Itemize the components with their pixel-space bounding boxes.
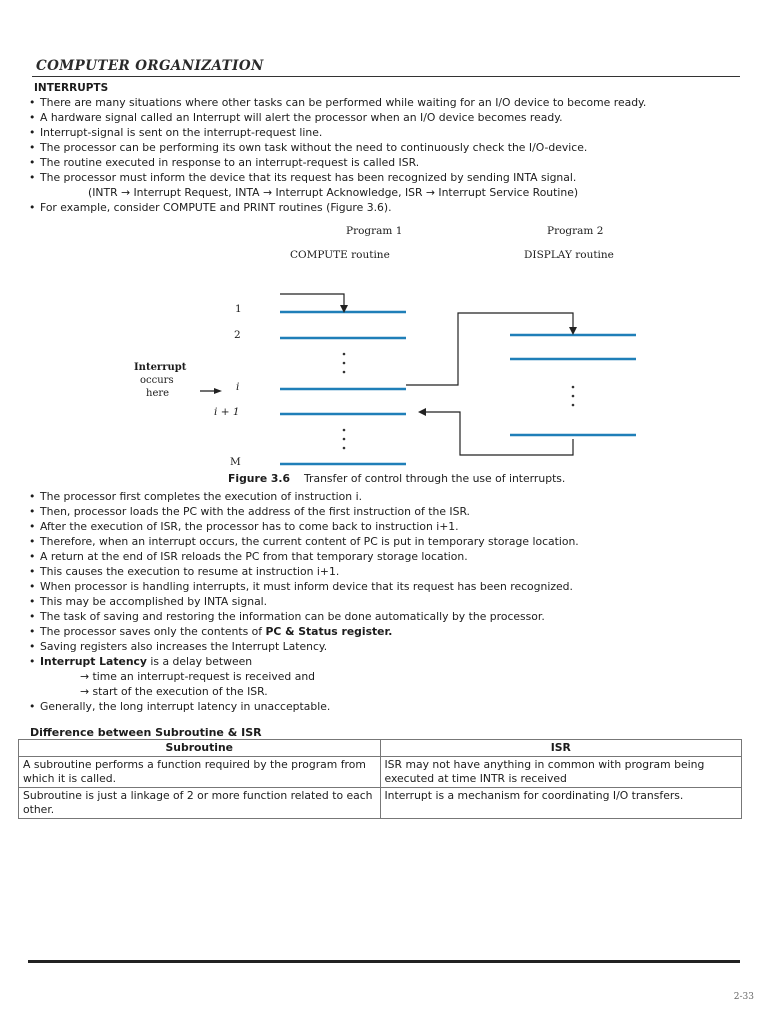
- interrupt-label-line-2: occurs: [140, 375, 174, 386]
- body-bullet: • A return at the end of ISR reloads the PC from that temporary storage location.: [28, 549, 740, 564]
- latency-definition: is a delay between: [146, 655, 253, 668]
- table-header-row: [19, 740, 742, 757]
- body-bullet: • When processor is handling interrupts, it must inform device that its request has been recognized.: [28, 579, 740, 594]
- figure-3-6: [28, 219, 740, 489]
- body-bullet: • This may be accomplished by INTA signal.: [28, 594, 740, 609]
- program1-title: Program 1: [346, 225, 403, 237]
- row-label-i-plus-1: i + 1: [214, 406, 240, 418]
- body-bullet: • This causes the execution to resume at instruction i+1.: [28, 564, 740, 579]
- saves-text: The processor saves only the contents of: [40, 625, 266, 638]
- table-cell: A subroutine performs a function required by the program from which it is called.: [19, 757, 381, 788]
- difference-table: [18, 739, 742, 819]
- arrowheads: [214, 305, 577, 416]
- figure-caption-number: Figure 3.6: [228, 472, 291, 485]
- program2-routine-label: DISPLAY routine: [524, 249, 614, 261]
- header-rule: [32, 76, 740, 77]
- row-label-i: i: [236, 381, 240, 393]
- latency-sub-item: → time an interrupt-request is received and: [80, 670, 316, 683]
- section-title: INTERRUPTS: [34, 82, 109, 94]
- abbreviation-line: (INTR → Interrupt Request, INTA → Interrupt Acknowledge, ISR → Interrupt Service Routine): [88, 186, 579, 199]
- header-isr: ISR: [380, 740, 742, 757]
- footer-rule: [28, 960, 740, 963]
- figure-caption: [228, 472, 565, 485]
- row-label-m: M: [230, 456, 241, 468]
- table-cell: Interrupt is a mechanism for coordinating I/O transfers.: [380, 788, 742, 819]
- program1-entry-arrow: [280, 294, 344, 309]
- main-content: [23, 82, 740, 819]
- figure-caption-text: Transfer of control through the use of interrupts.: [304, 472, 566, 485]
- intro-bullet: • The routine executed in response to an interrupt-request is called ISR.: [28, 155, 740, 170]
- example-bullet-list: [28, 200, 740, 215]
- body-bullet: • The processor first completes the execution of instruction i.: [28, 489, 740, 504]
- intro-bullet: • There are many situations where other tasks can be performed while waiting for an I/O device to become ready.: [28, 95, 740, 110]
- intro-bullet: • The processor must inform the device that its request has been recognized by sending INTA signal.: [28, 170, 740, 185]
- interrupt-label-line-1: Interrupt: [134, 362, 187, 373]
- latency-general-bullet: • Generally, the long interrupt latency in unacceptable.: [28, 699, 740, 714]
- latency-sub-item: → start of the execution of the ISR.: [80, 685, 268, 698]
- body-bullet: • Therefore, when an interrupt occurs, the current content of PC is put in temporary storage location.: [28, 534, 740, 549]
- interrupt-label-line-3: here: [146, 388, 170, 399]
- intro-bullet: • The processor can be performing its own task without the need to continuously check the I/O-device.: [28, 140, 740, 155]
- table-row: [19, 757, 742, 788]
- table-cell: ISR may not have anything in common with program being executed at time INTR is received: [380, 757, 742, 788]
- latency-general-list: [28, 699, 740, 714]
- example-bullet: • For example, consider COMPUTE and PRINT routines (Figure 3.6).: [28, 200, 740, 215]
- interrupt-transfer-path: [406, 313, 573, 385]
- running-head: COMPUTER ORGANIZATION: [36, 58, 264, 74]
- body-bullet: • After the execution of ISR, the processor has to come back to instruction i+1.: [28, 519, 740, 534]
- table-row: [19, 788, 742, 819]
- return-path: [424, 412, 573, 455]
- table-title: Difference between Subroutine & ISR: [30, 726, 262, 739]
- body-bullet-list: [28, 489, 740, 669]
- header-subroutine: Subroutine: [19, 740, 381, 757]
- row-label-1: 1: [235, 303, 242, 315]
- latency-term: Interrupt Latency: [40, 655, 147, 668]
- page-number: 2-33: [733, 992, 754, 1002]
- body-bullet: • The task of saving and restoring the information can be done automatically by the processor.: [28, 609, 740, 624]
- latency-increase-bullet: • Saving registers also increases the Interrupt Latency.: [28, 639, 740, 654]
- saves-bold-term: PC & Status register.: [265, 625, 393, 638]
- row-label-2: 2: [234, 329, 241, 341]
- intro-bullet: • A hardware signal called an Interrupt will alert the processor when an I/O device becomes ready.: [28, 110, 740, 125]
- intro-bullet: • Interrupt-signal is sent on the interrupt-request line.: [28, 125, 740, 140]
- body-bullet: • Then, processor loads the PC with the address of the first instruction of the ISR.: [28, 504, 740, 519]
- program2-title: Program 2: [547, 225, 604, 237]
- intro-bullet-list: [28, 95, 740, 185]
- program1-routine-label: COMPUTE routine: [290, 249, 390, 261]
- latency-definition-bullet: [28, 654, 740, 669]
- table-cell: Subroutine is just a linkage of 2 or more function related to each other.: [19, 788, 381, 819]
- saves-bullet: [28, 624, 740, 639]
